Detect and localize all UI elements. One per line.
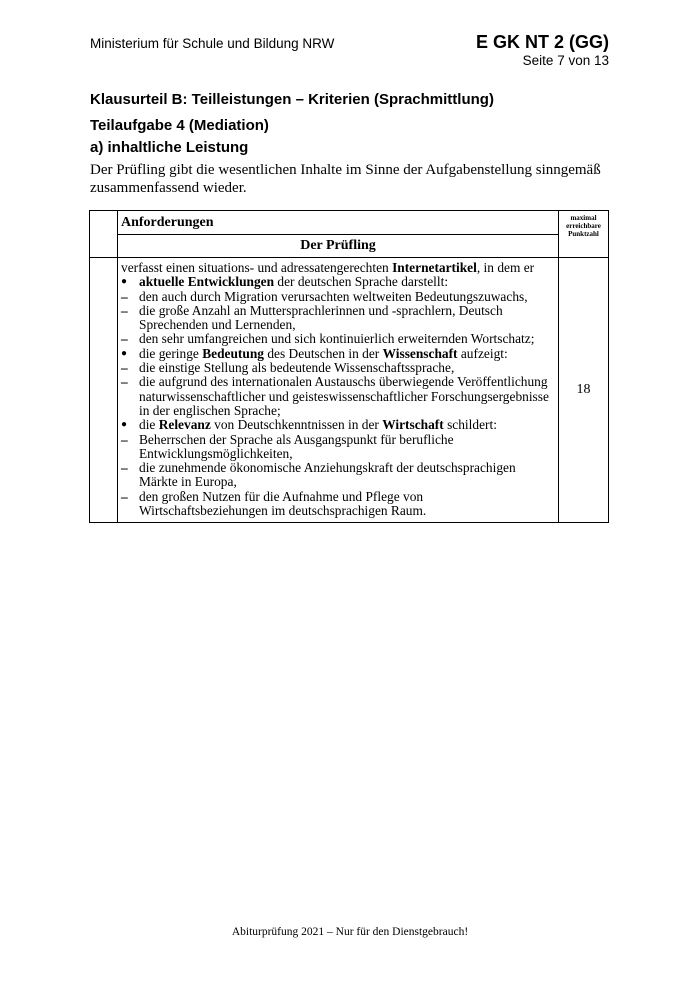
- sub-item-text: die aufgrund des internationalen Austauschs überwiegende Veröffentlichung naturwissenschaftlicher und geisteswissenschaftlicher Forschungsergebnisse in der englischen Sprache;: [139, 374, 549, 418]
- dash-icon: –: [121, 374, 128, 390]
- bullet-icon: ●: [121, 276, 128, 288]
- page-number: Seite 7 von 13: [522, 53, 609, 68]
- sub-list-item: [121, 304, 555, 333]
- list-item: [121, 275, 555, 289]
- dash-icon: –: [121, 360, 128, 376]
- empty-left-cell: [90, 258, 118, 523]
- exam-code: E GK NT 2 (GG): [475, 32, 609, 52]
- dash-icon: –: [121, 488, 128, 504]
- table-row: [90, 258, 609, 523]
- bullet-icon: ●: [121, 419, 128, 431]
- table-subheader-row: [90, 235, 609, 258]
- sub-item-text: den sehr umfangreichen und sich kontinuierlich erweiternden Wortschatz;: [139, 331, 535, 347]
- dash-icon: –: [121, 288, 128, 304]
- subsection-title: a) inhaltliche Leistung: [90, 139, 249, 156]
- task-title: Teilaufgabe 4 (Mediation): [90, 117, 269, 134]
- dash-icon: –: [121, 431, 128, 447]
- sub-item-text: die einstige Stellung als bedeutende Wissenschaftssprache,: [139, 360, 455, 376]
- bullet-icon: ●: [121, 347, 128, 359]
- dash-icon: –: [121, 460, 128, 476]
- lead-bold: Internetartikel: [392, 260, 477, 275]
- requirements-table: [89, 210, 609, 523]
- bullet-text: aktuelle Entwicklungen der deutschen Sprache darstellt:: [139, 274, 449, 290]
- sub-list-item: [121, 361, 555, 375]
- dash-icon: –: [121, 331, 128, 347]
- lead-text: verfasst einen situations- und adressatengerechten Internetartikel, in dem er: [121, 260, 535, 275]
- sub-list-item: [121, 461, 555, 490]
- list-item: [121, 418, 555, 432]
- sub-item-text: die große Anzahl an Muttersprachlerinnen und -sprachlern, Deutsch Sprechenden und Lernenden,: [139, 302, 503, 333]
- examinee-subheader: Der Prüfling: [118, 235, 559, 258]
- sub-list-item: [121, 433, 555, 462]
- bullet-list: [121, 275, 555, 518]
- sub-item-text: Beherrschen der Sprache als Ausgangspunkt für berufliche Entwicklungsmöglichkeiten,: [139, 431, 454, 461]
- sub-item-text: die zunehmende ökonomische Anziehungskraft der deutschsprachigen Märkte in Europa,: [139, 460, 516, 490]
- empty-corner-cell: [90, 211, 118, 258]
- points-value: 18: [559, 258, 609, 523]
- points-header: maximal erreichbare Punktzahl: [559, 211, 609, 258]
- bullet-text: die geringe Bedeutung des Deutschen in der Wissenschaft aufzeigt:: [139, 345, 508, 361]
- sub-list-item: [121, 290, 555, 304]
- part-title: Klausurteil B: Teilleistungen – Kriterien (Sprachmittlung): [90, 91, 494, 108]
- footer-note: Abiturprüfung 2021 – Nur für den Dienstgebrauch!: [231, 926, 469, 938]
- sub-list-item: [121, 332, 555, 346]
- table-header-row: [90, 211, 609, 235]
- bullet-text: die Relevanz von Deutschkenntnissen in der Wirtschaft schildert:: [139, 417, 497, 433]
- requirements-body: [118, 258, 559, 523]
- dash-icon: –: [121, 302, 128, 318]
- sub-list-item: [121, 375, 555, 418]
- sub-list-item: [121, 490, 555, 519]
- list-item: [121, 347, 555, 361]
- ministry-name: Ministerium für Schule und Bildung NRW: [90, 36, 335, 51]
- intro-paragraph: Der Prüfling gibt die wesentlichen Inhalte im Sinne der Aufgabenstellung sinngemäß zusammenfassend wieder.: [90, 162, 601, 196]
- requirements-header: Anforderungen: [118, 211, 559, 235]
- sub-item-text: den großen Nutzen für die Aufnahme und Pflege von Wirtschaftsbeziehungen im deutschsprachigen Raum.: [139, 488, 427, 519]
- sub-item-text: den auch durch Migration verursachten weltweiten Bedeutungszuwachs,: [139, 288, 528, 304]
